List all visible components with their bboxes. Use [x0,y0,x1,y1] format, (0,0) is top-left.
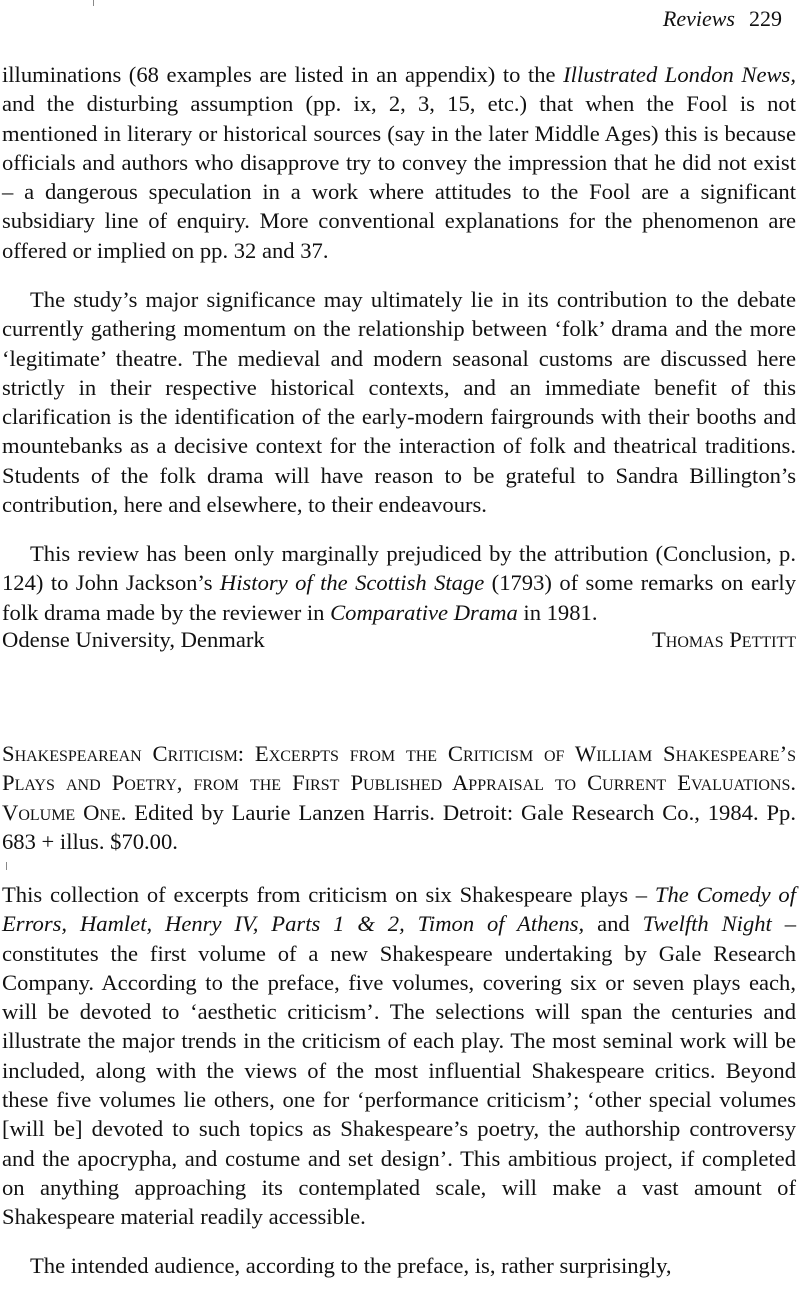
running-header [663,4,782,34]
review2-heading [2,739,796,856]
review2-paragraph-1: This collection of excerpts from criticism on six Shakespeare plays – The Comedy of Errors, Hamlet, Henry IV, Parts 1 & 2, Timon of Athens, and Twelfth Night – constitutes the first volume of a new Shakespeare undertaking by Gale Research Company. According to the preface, five volumes, covering six or seven plays each, will be devoted to ‘aesthetic criticism’. The selections will span the centuries and illustrate the major trends in the criticism of each play. The most seminal work will be included, along with the views of the most influential Shakespeare critics. Beyond these five volumes lie others, one for ‘performance criticism’; ‘other special volumes [will be] devoted to such topics as Shakespeare’s poetry, the authorship controversy and the apocrypha, and costume and set design’. This ambitious project, if completed on anything approaching its contemplated scale, will make a vast amount of Shakespeare material readily accessible. [2,882,796,1230]
review2-paragraph-2: The intended audience, according to the preface, is, rather surprisingly, [30,1253,672,1278]
review1-signature [2,625,796,654]
book-title: Shakespearean Criticism: Excerpts from the Criticism of William Shakespeare’s Plays and Poetry, from the First Published Appraisal to Current Evaluations. Volume One. [2,741,796,825]
page-number: 229 [749,6,782,31]
review1-paragraph-3: This review has been only marginally prejudiced by the attribution (Conclusion, p. 124) to John Jackson’s History of the Scottish Stage (1793) of some remarks on early folk drama made by the reviewer in Comparative Drama in 1981. [2,541,796,625]
book-publication-details: Edited by Laurie Lanzen Harris. Detroit: Gale Research Co., 1984. Pp. 683 + illus. $70.00. [2,799,796,854]
review1-paragraph-2: The study’s major significance may ultimately lie in its contribution to the debate currently gathering momentum on the relationship between ‘folk’ drama and the more ‘legitimate’ theatre. The medieval and modern seasonal customs are discussed here strictly in their respective historical contexts, and an immediate benefit of this clarification is the identification of the early-modern fairgrounds with their booths and mountebanks as a decisive context for the interaction of folk and theatrical traditions. Students of the folk drama will have reason to be grateful to Sandra Billington’s contribution, here and elsewhere, to their endeavours. [2,287,796,518]
running-title: Reviews [662,6,735,31]
review1-paragraph-1: illuminations (68 examples are listed in an appendix) to the Illustrated London News, and the disturbing assumption (pp. ix, 2, 3, 15, etc.) that when the Fool is not mentioned in literary or historical sources (say in the later Middle Ages) this is because officials and authors who disapprove try to convey the impression that he did not exist – a dangerous speculation in a work where attitudes to the Fool are a significant subsidiary line of enquiry. More conventional explanations for the phenomenon are offered or implied on pp. 32 and 37. [2,62,796,263]
scan-mark [6,862,7,870]
scan-mark [93,0,94,6]
reviewer-name: Thomas Pettitt [652,627,796,652]
reviewer-affiliation: Odense University, Denmark [2,627,265,652]
